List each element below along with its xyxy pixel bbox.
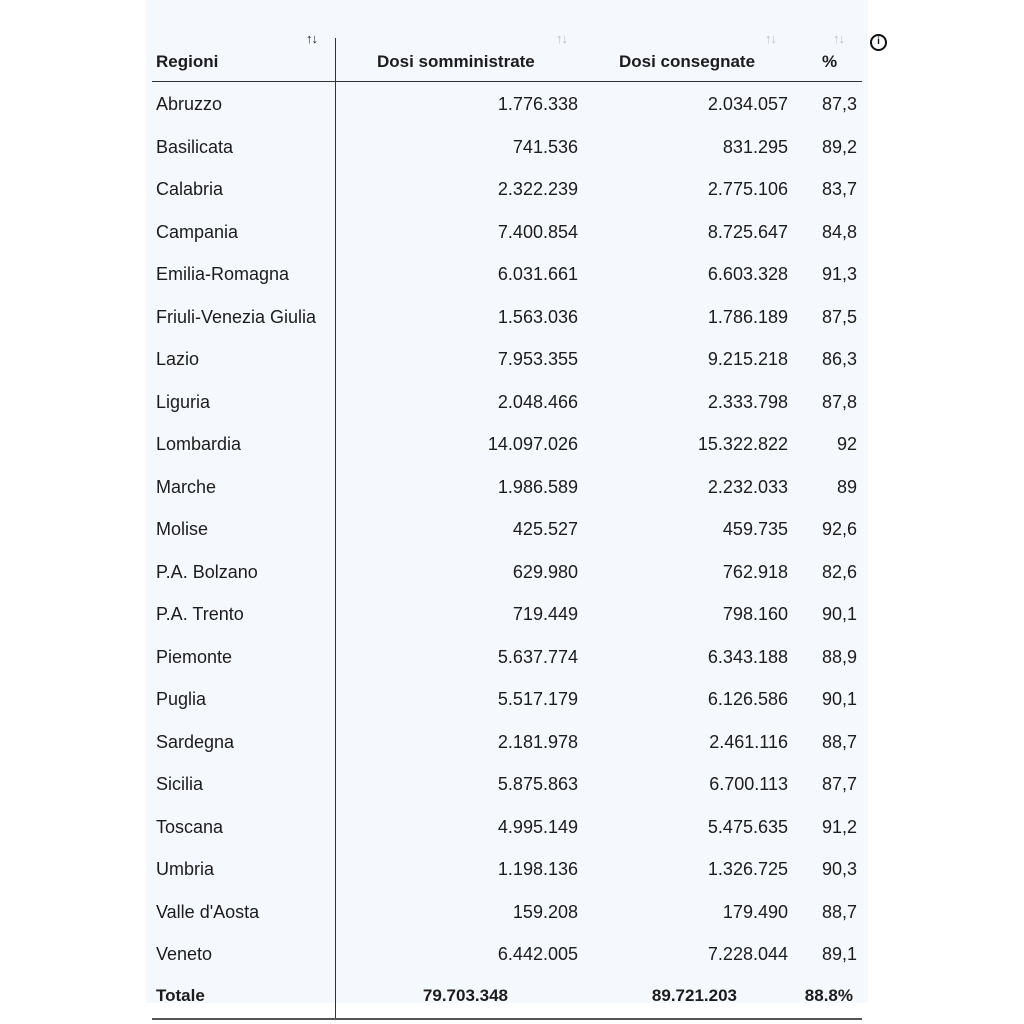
- doses-administered: 5.637.774: [497, 647, 578, 667]
- percent-value: 92,6: [821, 519, 857, 539]
- percent-value: 88,7: [821, 732, 857, 752]
- region-name: Sardegna: [156, 732, 235, 752]
- doses-administered: 2.181.978: [497, 732, 578, 752]
- percent-value: 87,8: [821, 392, 857, 412]
- doses-delivered: 6.343.188: [707, 647, 788, 667]
- doses-administered: 2.048.466: [497, 392, 578, 412]
- doses-delivered: 9.215.218: [707, 349, 788, 369]
- doses-administered: 14.097.026: [487, 434, 578, 454]
- total-delivered: 89.721.203: [651, 986, 737, 1005]
- doses-delivered: 2.232.033: [707, 477, 788, 497]
- doses-delivered: 2.461.116: [709, 732, 788, 752]
- percent-value: 87,3: [821, 94, 857, 114]
- sort-regions-icon[interactable]: ↑↓: [306, 31, 317, 46]
- doses-administered: 7.953.355: [497, 349, 578, 369]
- doses-administered: 1.986.589: [497, 477, 578, 497]
- column-header-administered[interactable]: Dosi somministrate: [377, 52, 535, 71]
- doses-administered: 6.442.005: [497, 944, 578, 964]
- percent-value: 91,2: [821, 817, 857, 837]
- total-administered: 79.703.348: [422, 986, 508, 1005]
- column-header-regions[interactable]: Regioni: [156, 52, 219, 71]
- doses-administered: 629.980: [512, 562, 578, 582]
- percent-value: 91,3: [821, 264, 857, 284]
- region-name: Puglia: [156, 689, 207, 709]
- doses-delivered: 15.322.822: [697, 434, 788, 454]
- region-name: Molise: [156, 519, 209, 539]
- region-name: Abruzzo: [156, 94, 223, 114]
- doses-delivered: 2.775.106: [707, 179, 788, 199]
- region-name: Basilicata: [156, 137, 234, 157]
- doses-administered: 6.031.661: [497, 264, 578, 284]
- doses-delivered: 1.786.189: [707, 307, 788, 327]
- doses-administered: 425.527: [512, 519, 578, 539]
- region-name: Liguria: [156, 392, 211, 412]
- column-header-delivered[interactable]: Dosi consegnate: [619, 52, 756, 71]
- region-name: Toscana: [156, 817, 224, 837]
- region-name: P.A. Trento: [156, 604, 244, 624]
- doses-administered: 7.400.854: [497, 222, 578, 242]
- doses-delivered: 6.700.113: [709, 774, 788, 794]
- region-name: Emilia-Romagna: [156, 264, 290, 284]
- sort-percent-icon[interactable]: ↑↓: [833, 31, 844, 46]
- doses-delivered: 798.160: [722, 604, 788, 624]
- region-name: P.A. Bolzano: [156, 562, 258, 582]
- percent-value: 90,3: [821, 859, 857, 879]
- sort-administered-icon[interactable]: ↑↓: [556, 31, 567, 46]
- doses-delivered: 2.333.798: [707, 392, 788, 412]
- doses-administered: 1.776.338: [497, 94, 578, 114]
- doses-administered: 741.536: [512, 137, 578, 157]
- doses-delivered: 6.126.586: [707, 689, 788, 709]
- doses-administered: 1.198.136: [497, 859, 578, 879]
- doses-delivered: 179.490: [722, 902, 788, 922]
- doses-administered: 2.322.239: [497, 179, 578, 199]
- doses-delivered: 831.295: [722, 137, 788, 157]
- doses-administered: 4.995.149: [497, 817, 578, 837]
- region-name: Marche: [156, 477, 217, 497]
- doses-delivered: 7.228.044: [707, 944, 788, 964]
- region-name: Lombardia: [156, 434, 242, 454]
- total-percent: 88.8%: [804, 986, 853, 1005]
- total-label: Totale: [156, 986, 205, 1005]
- percent-value: 89: [836, 477, 857, 497]
- percent-value: 89,1: [821, 944, 857, 964]
- doses-delivered: 459.735: [722, 519, 788, 539]
- doses-delivered: 1.326.725: [707, 859, 788, 879]
- percent-value: 90,1: [821, 604, 857, 624]
- percent-value: 88,7: [821, 902, 857, 922]
- region-name: Campania: [156, 222, 239, 242]
- percent-value: 89,2: [821, 137, 857, 157]
- doses-administered: 5.517.179: [497, 689, 578, 709]
- column-divider: [335, 38, 336, 1018]
- sort-delivered-icon[interactable]: ↑↓: [765, 31, 776, 46]
- doses-delivered: 8.725.647: [707, 222, 788, 242]
- doses-administered: 5.875.863: [497, 774, 578, 794]
- doses-delivered: 762.918: [722, 562, 788, 582]
- doses-delivered: 6.603.328: [707, 264, 788, 284]
- percent-value: 90,1: [821, 689, 857, 709]
- table-bottom-border: [152, 1018, 862, 1020]
- percent-value: 83,7: [821, 179, 857, 199]
- percent-value: 92: [836, 434, 857, 454]
- region-name: Umbria: [156, 859, 215, 879]
- header-divider: [152, 81, 862, 82]
- percent-value: 87,7: [821, 774, 857, 794]
- doses-administered: 159.208: [512, 902, 578, 922]
- region-name: Veneto: [156, 944, 213, 964]
- doses-administered: 719.449: [512, 604, 578, 624]
- doses-delivered: 5.475.635: [707, 817, 788, 837]
- percent-value: 82,6: [821, 562, 857, 582]
- region-name: Valle d'Aosta: [156, 902, 260, 922]
- doses-administered: 1.563.036: [497, 307, 578, 327]
- region-name: Sicilia: [156, 774, 204, 794]
- column-header-percent[interactable]: %: [822, 52, 838, 71]
- percent-value: 86,3: [821, 349, 857, 369]
- region-name: Piemonte: [156, 647, 233, 667]
- percent-value: 84,8: [821, 222, 857, 242]
- info-icon[interactable]: i: [870, 34, 887, 51]
- region-name: Lazio: [156, 349, 200, 369]
- percent-value: 88,9: [821, 647, 857, 667]
- region-name: Friuli-Venezia Giulia: [156, 307, 317, 327]
- doses-delivered: 2.034.057: [707, 94, 788, 114]
- percent-value: 87,5: [821, 307, 857, 327]
- region-name: Calabria: [156, 179, 224, 199]
